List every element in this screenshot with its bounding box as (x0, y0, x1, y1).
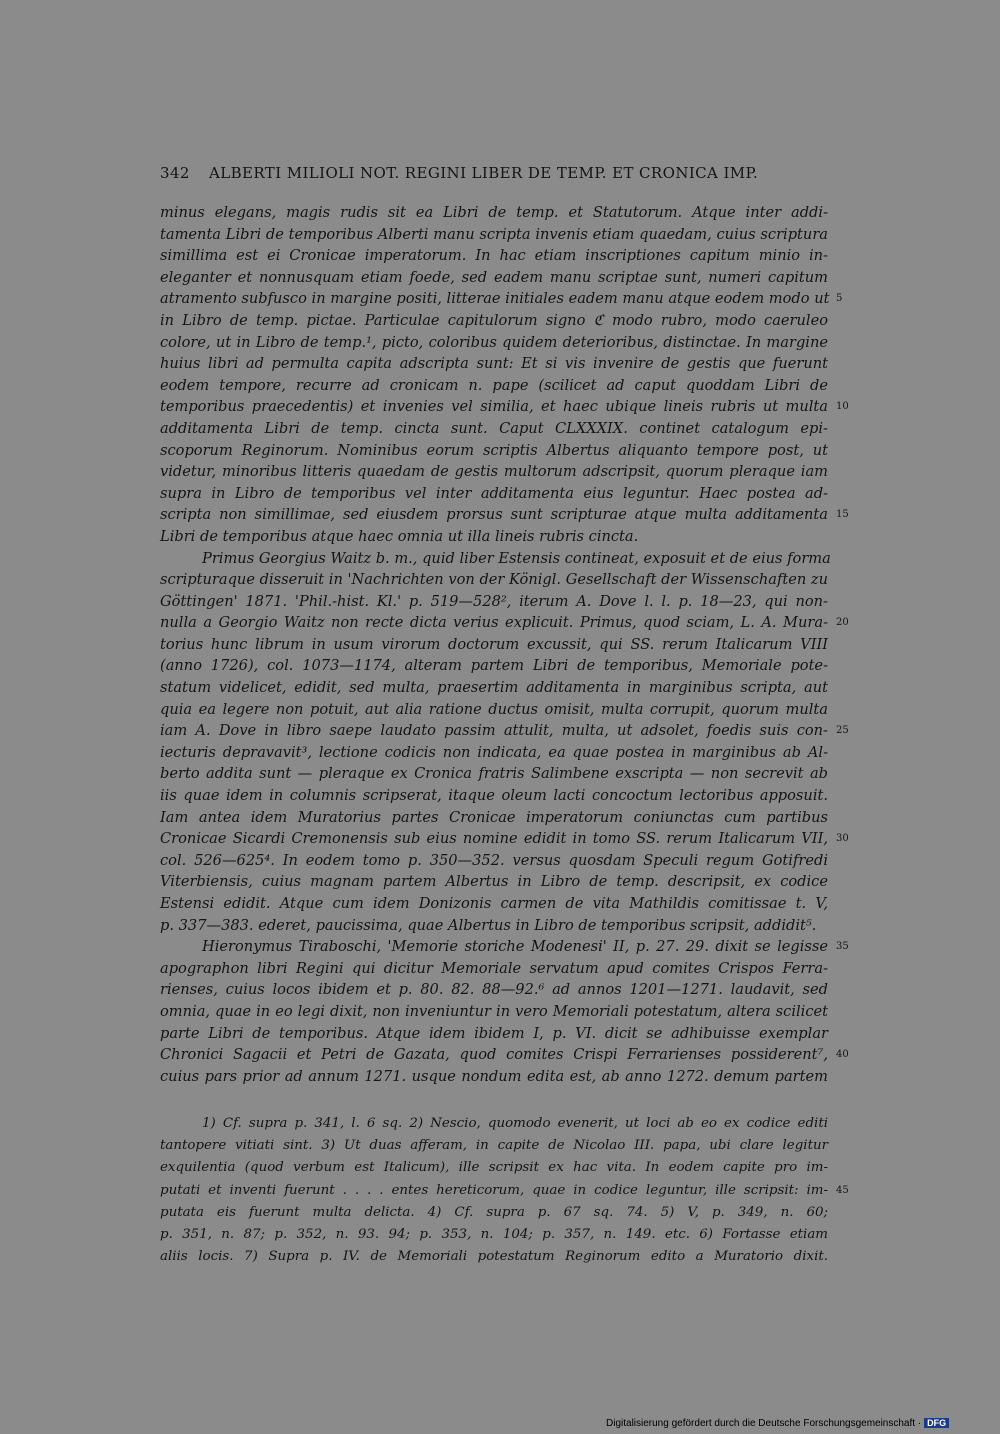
body-line-text: p. 337—383. ederet, paucissima, quae Albertus in Libro de temporibus scripsit, addidit⁵. (160, 916, 817, 934)
body-line-text: berto addita sunt — pleraque ex Cronica fratris Salimbene exscripta — non secrevit ab (160, 765, 828, 783)
body-line (160, 634, 828, 656)
body-line (160, 763, 828, 785)
body-line-text: Göttingen' 1871. 'Phil.-hist. Kl.' p. 519—528², iterum A. Dove l. l. p. 18—23, qui non- (160, 592, 828, 610)
body-line-text: simillima est ei Cronicae imperatorum. In hac etiam inscriptiones capitum minio in- (160, 247, 828, 265)
body-line-text: eleganter et nonnusquam etiam foede, sed eadem manu scriptae sunt, numeri capitum (160, 268, 828, 286)
body-line-text: col. 526—625⁴. In eodem tomo p. 350—352. versus quosdam Speculi regum Gotifredi (160, 851, 828, 869)
footnote-line-text: exquilentia (quod verbum est Italicum), ille scripsit ex hac vita. In eodem capite pro im- (160, 1160, 828, 1176)
body-line (160, 224, 828, 246)
body-line (160, 310, 828, 332)
body-line-text: Hieronymus Tiraboschi, 'Memorie storiche Modenesi' II, p. 27. 29. dixit se legisse (202, 938, 828, 956)
body-line-text: iis quae idem in columnis scripserat, itaque oleum lacti concoctum lectoribus apposuit. (160, 787, 828, 805)
body-line-text: supra in Libro de temporibus vel inter additamenta eius leguntur. Haec postea ad- (160, 484, 828, 502)
body-line-text: huius libri ad permulta capita adscripta sunt: Et si vis invenire de gestis que fuerunt (160, 355, 828, 373)
footnote-line (160, 1113, 828, 1135)
body-line-text: Libri de temporibus atque haec omnia ut illa lineis rubris cincta. (160, 527, 639, 545)
body-line-text: (anno 1726), col. 1073—1174, alteram partem Libri de temporibus, Memoriale pote- (160, 657, 828, 675)
body-line (160, 332, 828, 354)
body-line (160, 1001, 828, 1023)
body-line-text: rienses, cuius locos ibidem et p. 80. 82. 88—92.⁶ ad annos 1201—1271. laudavit, sed (160, 981, 828, 999)
body-line (160, 807, 828, 829)
body-line (160, 1023, 828, 1045)
body-line-text: scripturaque disseruit in 'Nachrichten von der Königl. Gesellschaft der Wissenschaften zu (160, 571, 828, 589)
body-line-text: scoporum Reginorum. Nominibus eorum scriptis Albertus aliquanto tempore post, ut (160, 441, 828, 459)
body-line-text: iam A. Dove in libro saepe laudato passim attulit, multa, ut adsolet, foedis suis con- (160, 722, 828, 740)
body-line (160, 548, 831, 570)
body-line (160, 1044, 849, 1066)
body-line (160, 353, 828, 375)
footnote-line (160, 1135, 828, 1157)
body-line (160, 245, 828, 267)
body-line (160, 375, 828, 397)
line-number: 10 (836, 401, 849, 413)
line-number: 30 (836, 833, 849, 845)
body-line (160, 699, 828, 721)
body-line-text: videtur, minoribus litteris quaedam de gestis multorum adscripsit, quorum pleraque iam (160, 463, 828, 481)
footnote-line-text: tantopere vitiati sint. 3) Ut duas afferam, in capite de Nicolao III. papa, ubi clare legitur (160, 1138, 828, 1154)
body-line-text: Cronicae Sicardi Cremonensis sub eius nomine edidit in tomo SS. rerum Italicarum VII, (160, 830, 828, 848)
body-line (160, 418, 828, 440)
footnote-line (160, 1157, 828, 1179)
line-number: 40 (836, 1049, 849, 1061)
line-number: 5 (836, 293, 843, 305)
body-line (160, 526, 828, 548)
body-line (160, 612, 849, 634)
body-line (160, 396, 849, 418)
footnote-line-text: putata eis fuerunt multa delicta. 4) Cf. supra p. 67 sq. 74. 5) V, p. 349, n. 60; (160, 1204, 828, 1220)
body-line-text: minus elegans, magis rudis sit ea Libri de temp. et Statutorum. Atque inter addi- (160, 204, 828, 221)
body-line (160, 915, 828, 937)
running-header (160, 164, 840, 182)
body-line (160, 720, 849, 742)
body-line-text: quia ea legere non potuit, aut alia ratione ductus omisit, multa corrupit, quorum multa (160, 700, 828, 718)
body-line-text: torius hunc librum in usum virorum doctorum excussit, qui SS. rerum Italicarum VIII (160, 635, 828, 653)
body-line-text: Chronici Sagacii et Petri de Gazata, quod comites Crispi Ferrarienses possiderent⁷, (160, 1046, 828, 1064)
body-line-text: eodem tempore, recurre ad cronicam n. pape (scilicet ad caput quoddam Libri de (160, 376, 828, 394)
body-line-text: in Libro de temp. pictae. Particulae capitulorum signo ℭ modo rubro, modo caeruleo (160, 311, 828, 329)
line-number: 15 (836, 509, 849, 521)
footnote-line-text: 1) Cf. supra p. 341, l. 6 sq. 2) Nescio, quomodo evenerit, ut loci ab eo ex codice editi (202, 1116, 828, 1131)
footnote-line (160, 1202, 828, 1224)
body-line (160, 504, 849, 526)
line-number: 45 (836, 1184, 849, 1196)
body-line-text: colore, ut in Libro de temp.¹, picto, coloribus quidem deterioribus, distinctae. In margine (160, 333, 828, 351)
body-line (160, 785, 828, 807)
body-line (160, 677, 828, 699)
body-line (160, 871, 828, 893)
body-line (160, 591, 828, 613)
body-line (160, 958, 828, 980)
footnote-line (160, 1180, 849, 1202)
body-line (160, 828, 849, 850)
page-number: 342 (160, 164, 190, 182)
footnotes (160, 1113, 849, 1268)
body-line (160, 288, 843, 310)
body-line-text: Iam antea idem Muratorius partes Cronicae imperatorum coniunctas cum partibus (160, 808, 828, 826)
body-line (160, 936, 849, 958)
body-line (160, 893, 828, 915)
body-line-text: omnia, quae in eo legi dixit, non inveniuntur in vero Memoriali potestatum, altera scilicet (160, 1002, 828, 1020)
body-line-text: iecturis depravavit³, lectione codicis non indicata, ea quae postea in marginibus ab Al- (160, 743, 828, 761)
body-line-text: Viterbiensis, cuius magnam partem Albertus in Libro de temp. descripsit, ex codice (160, 873, 828, 891)
footnote-line-text: aliis locis. 7) Supra p. IV. de Memoriali potestatum Reginorum edito a Muratorio dixit. (160, 1249, 828, 1265)
body-line (160, 202, 828, 224)
dfg-logo: DFG (924, 1418, 949, 1428)
body-line-text: parte Libri de temporibus. Atque idem ibidem I, p. VI. dicit se adhibuisse exemplar (160, 1024, 828, 1042)
body-line (160, 461, 828, 483)
body-line-text: temporibus praecedentis) et invenies vel similia, et haec ubique lineis rubris ut multa (160, 398, 828, 416)
credit-text: Digitalisierung gefördert durch die Deutsche Forschungsgemeinschaft · (606, 1418, 922, 1429)
body-line (160, 979, 828, 1001)
footnote-line-text: putati et inventi fuerunt . . . . entes hereticorum, quae in codice leguntur, ille scripsit: im- (160, 1182, 828, 1198)
body-line-text: Primus Georgius Waitz b. m., quid liber Estensis contineat, exposuit et de eius forma (202, 549, 831, 567)
footnote-line-text: p. 351, n. 87; p. 352, n. 93. 94; p. 353, n. 104; p. 357, n. 149. etc. 6) Fortasse etiam (160, 1226, 828, 1242)
body-line-text: atramento subfusco in margine positi, litterae initiales eadem manu atque eodem modo ut (160, 290, 830, 308)
body-line (160, 655, 828, 677)
body-line (160, 1066, 828, 1088)
body-line-text: statum videlicet, edidit, sed multa, praesertim additamenta in marginibus scripta, aut (160, 679, 828, 697)
footnote-line (160, 1246, 828, 1268)
body-line (160, 742, 828, 764)
body-line-text: nulla a Georgio Waitz non recte dicta verius explicuit. Primus, quod sciam, L. A. Mura- (160, 614, 828, 632)
body-line (160, 850, 828, 872)
running-title: ALBERTI MILIOLI NOT. REGINI LIBER DE TEMP. ET CRONICA IMP. (209, 164, 759, 182)
body-line (160, 569, 828, 591)
main-text (160, 202, 849, 1087)
digitization-credit (606, 1418, 949, 1429)
body-line-text: scripta non simillimae, sed eiusdem prorsus sunt scripturae atque multa additamenta (160, 506, 828, 524)
body-line (160, 440, 828, 462)
line-number: 20 (836, 617, 849, 629)
line-number: 35 (836, 941, 849, 953)
body-line-text: Estensi edidit. Atque cum idem Donizonis carmen de vita Mathildis comitissae t. V, (160, 895, 828, 912)
line-number: 25 (836, 725, 849, 737)
body-line-text: additamenta Libri de temp. cincta sunt. Caput CLXXXIX. continet catalogum epi- (160, 419, 828, 437)
body-line-text: cuius pars prior ad annum 1271. usque nondum edita est, ab anno 1272. demum partem (160, 1067, 828, 1085)
body-line-text: tamenta Libri de temporibus Alberti manu scripta invenis etiam quaedam, cuius scriptura (160, 225, 828, 243)
body-line (160, 483, 828, 505)
body-line-text: apographon libri Regini qui dicitur Memoriale servatum apud comites Crispos Ferra- (160, 959, 828, 977)
body-line (160, 267, 828, 289)
footnote-line (160, 1224, 828, 1246)
